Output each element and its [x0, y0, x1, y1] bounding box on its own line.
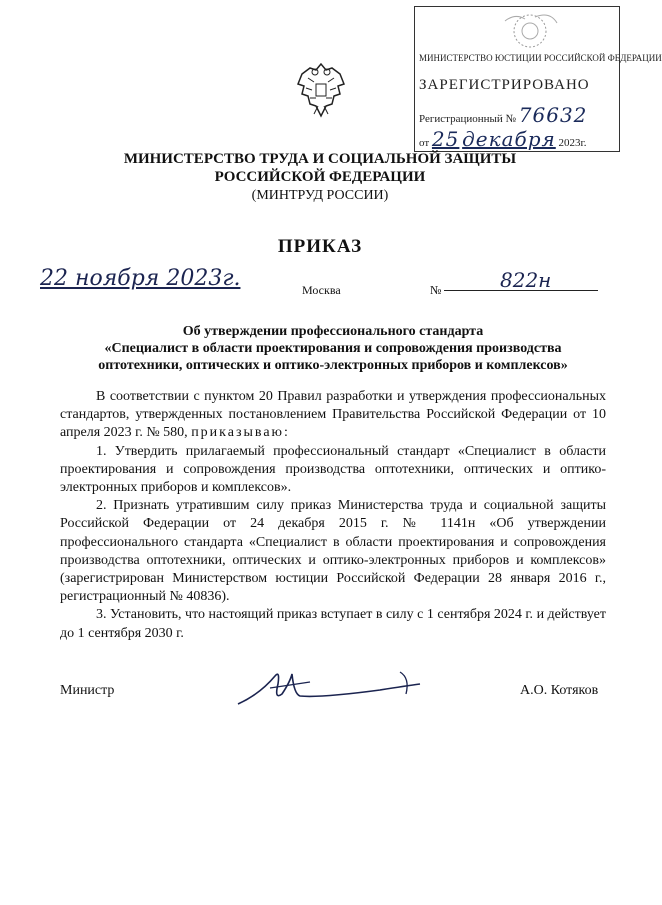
stamp-date-day: 25 [431, 127, 460, 151]
stamp-date-year: 2023г. [558, 137, 587, 149]
intro-order-word: приказываю: [191, 425, 290, 441]
order-city: Москва [302, 283, 341, 297]
coat-of-arms-icon [294, 60, 348, 122]
order-number: 822н [500, 268, 552, 292]
stamp-registered-line: ЗАРЕГИСТРИРОВАНО [419, 77, 590, 93]
registration-stamp [414, 6, 662, 152]
document-title-line3: оптотехники, оптических и оптико-электронных приборов и комплексов» [98, 358, 568, 373]
signatory-position: Министр [60, 683, 115, 698]
order-item-3: 3. Установить, что настоящий приказ вступает в силу с 1 сентября 2024 г. и действует до 1 сентября 2030 г. [60, 607, 606, 641]
ministry-short-name: (МИНТРУД РОССИИ) [251, 188, 389, 203]
order-number-sign: № [430, 283, 442, 297]
stamp-reg-number: 76632 [518, 103, 588, 127]
stamp-date-prefix: от [419, 137, 430, 149]
order-title: ПРИКАЗ [277, 236, 363, 257]
handwritten-signature [230, 664, 430, 714]
order-item-2: 2. Признать утратившим силу приказ Министерства труда и социальной защиты Российской Федерации от 24 декабря 2015 г. № 1141н «Об утверждении профессионального стандарта «Специалист в области проектирования и сопровождения производства оптотехники, оптических и оптико-электронных приборов и комплексов» (зарегистрирован Министерством юстиции Российской Федерации 28 января 2016 г., регистрационный № 40836). [60, 498, 606, 605]
order-date: 22 ноября 2023г. [40, 266, 241, 291]
document-title-line1: Об утверждении профессионального стандарта [182, 324, 484, 339]
document-title [60, 323, 606, 374]
intro-text: В соответствии с пунктом 20 Правил разработки и утверждения профессиональных стандартов, утвержденных постановлением Правительства Российской Федерации от 10 апреля 2023 г. № 580, [60, 389, 606, 441]
stamp-date-month: декабря [462, 127, 556, 151]
document-title-line2: «Специалист в области проектирования и сопровождения производства [104, 341, 562, 356]
stamp-ministry-line: МИНИСТЕРСТВО ЮСТИЦИИ РОССИЙСКОЙ ФЕДЕРАЦИИ [419, 53, 662, 63]
ministry-name-line2: РОССИЙСКОЙ ФЕДЕРАЦИИ [214, 169, 426, 185]
order-body [60, 388, 606, 643]
order-item-1: 1. Утвердить прилагаемый профессиональный стандарт «Специалист в области проектирования и сопровождения производства оптотехники, оптических и оптико-электронных приборов и комплексов». [60, 443, 606, 496]
signatory-name: А.О. Котяков [520, 683, 599, 698]
stamp-reg-label: Регистрационный № [419, 113, 517, 125]
ministry-name-line1: МИНИСТЕРСТВО ТРУДА И СОЦИАЛЬНОЙ ЗАЩИТЫ [123, 151, 517, 167]
intro-paragraph [60, 388, 606, 443]
